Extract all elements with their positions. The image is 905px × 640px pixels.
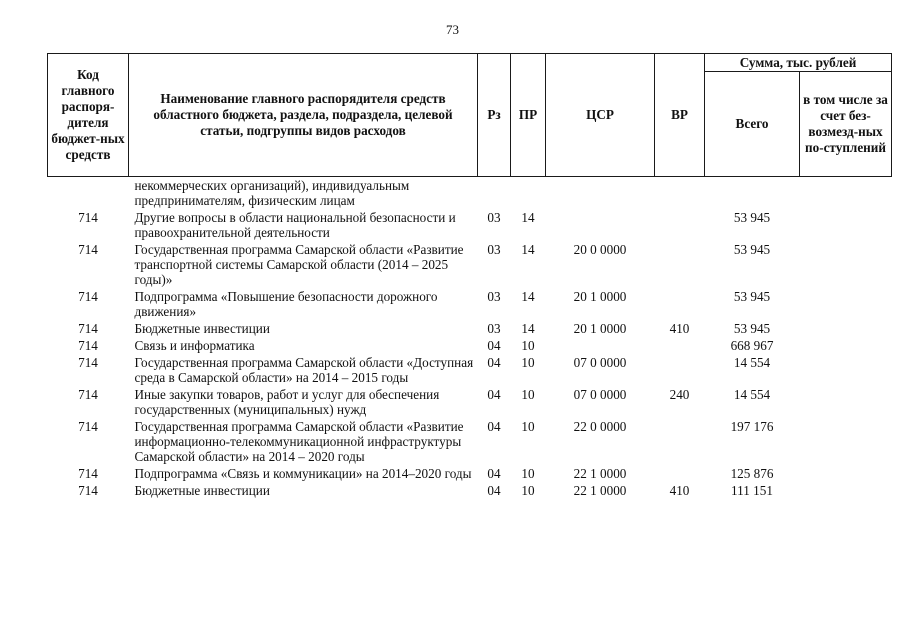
cell-total: 14 554 (733, 355, 771, 370)
cell-free (800, 241, 892, 288)
cell-total: 197 176 (730, 419, 774, 434)
cell-total: 53 945 (733, 210, 771, 225)
cell-vr (655, 209, 705, 241)
cell-free (800, 418, 892, 465)
header-sum: Сумма, тыс. рублей (705, 54, 892, 72)
cell-free (800, 482, 892, 499)
table-row (48, 241, 892, 288)
cell-vr: 240 (669, 387, 690, 402)
cell-pr: 10 (521, 483, 535, 498)
cell-rz: 04 (487, 387, 501, 402)
cell-code (48, 177, 129, 210)
cell-csr: 07 0 0000 (573, 387, 627, 402)
cell-free (800, 465, 892, 482)
cell-total: 53 945 (733, 242, 771, 257)
cell-name: Бюджетные инвестиции (134, 483, 270, 498)
header-pr: ПР (511, 54, 546, 177)
cell-name: Подпрограмма «Связь и коммуникации» на 2014–2020 годы (134, 466, 472, 481)
cell-free (800, 177, 892, 210)
cell-vr (655, 354, 705, 386)
cell-name: Подпрограмма «Повышение безопасности дорожного движения» (134, 289, 438, 319)
table-body (48, 177, 892, 500)
cell-name: Государственная программа Самарской области «Развитие транспортной системы Самарской области (2014 – 2025 годы)» (134, 242, 464, 287)
cell-vr (655, 465, 705, 482)
cell-code: 714 (78, 289, 98, 304)
table-row (48, 288, 892, 320)
header-rz: Рз (478, 54, 511, 177)
cell-pr: 10 (521, 387, 535, 402)
table-header (48, 54, 892, 177)
table-row (48, 337, 892, 354)
cell-vr (655, 337, 705, 354)
header-name: Наименование главного распорядителя средств областного бюджета, раздела, подраздела, целевой статьи, подгруппы видов расходов (129, 54, 478, 177)
cell-csr: 07 0 0000 (573, 355, 627, 370)
cell-free (800, 320, 892, 337)
table-row (48, 482, 892, 499)
cell-vr (655, 418, 705, 465)
cell-pr: 10 (521, 355, 535, 370)
table-row (48, 418, 892, 465)
cell-csr: 22 1 0000 (573, 483, 627, 498)
cell-total: 53 945 (733, 321, 771, 336)
cell-code: 714 (78, 338, 98, 353)
cell-csr: 22 1 0000 (573, 466, 627, 481)
table-row (48, 177, 892, 210)
cell-total: 14 554 (733, 387, 771, 402)
table-row (48, 354, 892, 386)
cell-csr: 20 1 0000 (573, 321, 627, 336)
cell-rz: 03 (487, 289, 501, 304)
cell-rz: 03 (487, 321, 501, 336)
cell-code: 714 (78, 321, 98, 336)
cell-pr: 10 (521, 466, 535, 481)
cell-name: Бюджетные инвестиции (134, 321, 270, 336)
cell-pr (511, 177, 546, 210)
cell-csr: 22 0 0000 (573, 419, 627, 434)
cell-code: 714 (78, 466, 98, 481)
cell-vr (655, 241, 705, 288)
header-free: в том числе за счет без-возмезд-ных по-ступлений (800, 72, 892, 177)
table-row (48, 320, 892, 337)
cell-vr (655, 288, 705, 320)
cell-free (800, 354, 892, 386)
table-row (48, 209, 892, 241)
cell-name: Государственная программа Самарской области «Доступная среда в Самарской области» на 2014 – 2015 годы (134, 355, 474, 385)
cell-csr (546, 337, 655, 354)
cell-total: 125 876 (730, 466, 774, 481)
cell-free (800, 386, 892, 418)
cell-name: Другие вопросы в области национальной безопасности и правоохранительной деятельности (134, 210, 456, 240)
budget-table (47, 53, 892, 499)
cell-rz: 03 (487, 210, 501, 225)
cell-rz (478, 177, 511, 210)
cell-total: 111 151 (731, 483, 773, 498)
cell-csr: 20 1 0000 (573, 289, 627, 304)
cell-rz: 04 (487, 466, 501, 481)
cell-pr: 14 (521, 242, 535, 257)
cell-free (800, 288, 892, 320)
cell-total (705, 177, 800, 210)
header-code: Код главного распоря-дителя бюджет-ных средств (48, 54, 129, 177)
cell-name: Иные закупки товаров, работ и услуг для обеспечения государственных (муниципальных) нужд (134, 387, 440, 417)
cell-pr: 10 (521, 338, 535, 353)
cell-rz: 03 (487, 242, 501, 257)
cell-name: Связь и информатика (134, 338, 255, 353)
page-number: 73 (446, 22, 459, 37)
cell-csr (546, 177, 655, 210)
table-row (48, 465, 892, 482)
cell-pr: 14 (521, 289, 535, 304)
cell-csr (546, 209, 655, 241)
cell-code: 714 (78, 483, 98, 498)
cell-vr: 410 (669, 321, 690, 336)
cell-code: 714 (78, 355, 98, 370)
cell-rz: 04 (487, 338, 501, 353)
cell-vr (655, 177, 705, 210)
cell-code: 714 (78, 210, 98, 225)
cell-total: 53 945 (733, 289, 771, 304)
cell-code: 714 (78, 242, 98, 257)
header-total: Всего (705, 72, 800, 177)
cell-csr: 20 0 0000 (573, 242, 627, 257)
cell-rz: 04 (487, 355, 501, 370)
cell-code: 714 (78, 387, 98, 402)
cell-name: некоммерческих организаций), индивидуальным предпринимателям, физическим лицам (134, 178, 410, 208)
header-vr: ВР (655, 54, 705, 177)
cell-name: Государственная программа Самарской области «Развитие информационно-телекоммуникационной инфраструктуры Самарской области» на 2014 – 2020 годы (134, 419, 464, 464)
cell-code: 714 (78, 419, 98, 434)
cell-vr: 410 (669, 483, 690, 498)
table-row (48, 386, 892, 418)
cell-free (800, 337, 892, 354)
cell-pr: 14 (521, 210, 535, 225)
cell-pr: 10 (521, 419, 535, 434)
cell-pr: 14 (521, 321, 535, 336)
cell-rz: 04 (487, 419, 501, 434)
header-csr: ЦСР (546, 54, 655, 177)
cell-free (800, 209, 892, 241)
cell-rz: 04 (487, 483, 501, 498)
cell-total: 668 967 (730, 338, 774, 353)
